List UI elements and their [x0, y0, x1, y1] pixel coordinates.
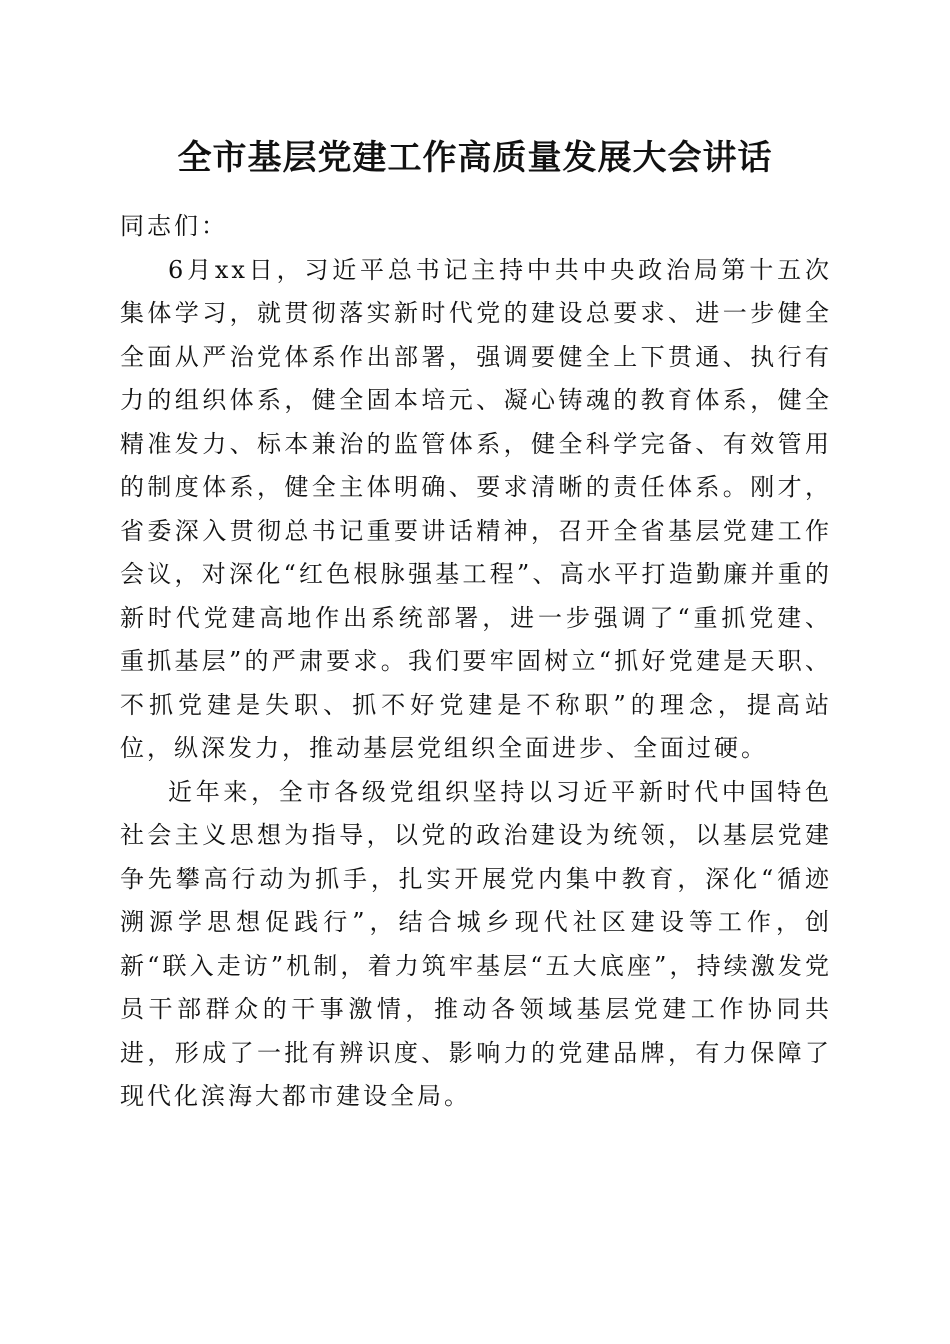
document-body — [120, 205, 832, 1119]
document-title: 全市基层党建工作高质量发展大会讲话 — [177, 138, 773, 178]
paragraph-2: 近年来，全市各级党组织坚持以习近平新时代中国特色社会主义思想为指导，以党的政治建设为统领，以基层党建争先攀高行动为抓手，扎实开展党内集中教育，深化“循迹溯源学思想促践行”，结合城乡现代社区建设等工作，创新“联入走访”机制，着力筑牢基层“五大底座”，持续激发党员干部群众的干事激情，推动各领域基层党建工作协同共进，形成了一批有辨识度、影响力的党建品牌，有力保障了现代化滨海大都市建设全局。 — [120, 777, 832, 1110]
paragraph-1: 6月xx日，习近平总书记主持中共中央政治局第十五次集体学习，就贯彻落实新时代党的建设总要求、进一步健全全面从严治党体系作出部署，强调要健全上下贯通、执行有力的组织体系，健全固本培元、凝心铸魂的教育体系，健全精准发力、标本兼治的监管体系，健全科学完备、有效管用的制度体系，健全主体明确、要求清晰的责任体系。刚才，省委深入贯彻总书记重要讲话精神，召开全省基层党建工作会议，对深化“红色根脉强基工程”、高水平打造勤廉并重的新时代党建高地作出系统部署，进一步强调了“重抓党建、重抓基层”的严肃要求。我们要牢固树立“抓好党建是天职、不抓党建是失职、抓不好党建是不称职”的理念，提高站位，纵深发力，推动基层党组织全面进步、全面过硬。 — [120, 255, 832, 762]
salutation: 同志们： — [120, 212, 228, 240]
